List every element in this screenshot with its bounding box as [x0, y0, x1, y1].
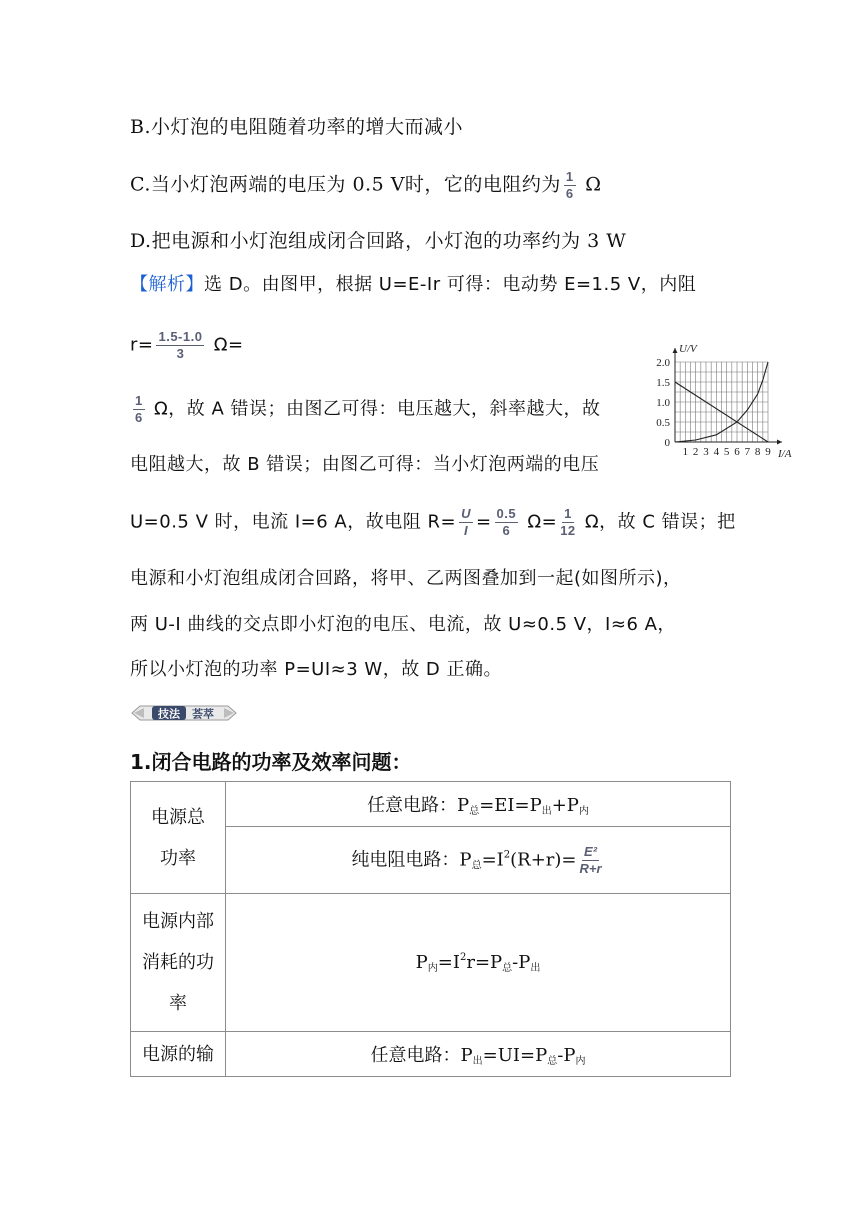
x-tick-label: 9: [765, 446, 771, 458]
cell-output-power: 任意电路：$P_出=UI=P_总-P_内$: [226, 1032, 731, 1077]
option-c: [130, 170, 601, 201]
x-tick-label: 7: [744, 446, 751, 458]
x-tick-label: 4: [713, 446, 720, 458]
y-tick-label: 0.5: [656, 417, 670, 429]
skills-badge: [130, 702, 238, 724]
chart-grid: [675, 362, 768, 442]
analysis-line-5: U=0.5 V 时，电流 I=6 A，故电阻 R= $\frac{U}{I}$ = $\frac{0.5}{6}$ Ω= $\frac{1}{12}$ Ω，故 C 错误；把: [130, 506, 736, 538]
x-axis-label: I/A: [778, 448, 792, 460]
section-heading: 1.闭合电路的功率及效率问题：: [130, 750, 412, 774]
analysis-line-3: $\frac{1}{6}$ Ω，故 A 错误；由图乙可得：电压越大，斜率越大，故: [135, 393, 601, 425]
option-c-text: C.当小灯泡两端的电压为 0.5 V时，它的电阻约为: [130, 173, 561, 196]
e-squared-fraction: $\frac{\text{E²}}{R+r}$: [579, 843, 602, 876]
row-head-internal-power: 电源内部 消耗的功 率: [131, 894, 226, 1032]
analysis-line-4: 电阻越大，故 B 错误；由图乙可得：当小灯泡两端的电压: [130, 454, 600, 475]
y-axis-arrow: [673, 348, 678, 353]
badge-label-part1: 技法: [158, 707, 180, 721]
table-row: [131, 1032, 731, 1077]
x-tick-label: 6: [734, 446, 740, 458]
x-tick-label: 1: [682, 446, 689, 458]
option-c-unit: Ω: [585, 173, 602, 196]
row-head-total-power: 电源总 功率: [131, 782, 226, 894]
row-head-output-power: 电源的输: [131, 1032, 226, 1077]
analysis-line-8: 所以小灯泡的功率 P=UI≈3 W，故 D 正确。: [130, 659, 502, 680]
y-tick-label: 2.0: [656, 357, 670, 369]
x-tick-label: 5: [723, 446, 730, 458]
badge-label-part2: 荟萃: [192, 707, 214, 721]
table-row: [131, 894, 731, 1032]
option-b: B.小灯泡的电阻随着功率的增大而减小: [130, 116, 464, 138]
analysis-line-6: 电源和小灯泡组成闭合回路，将甲、乙两图叠加到一起(如图所示)，: [130, 568, 682, 589]
y-tick-label: 1.5: [656, 377, 670, 389]
analysis-tag: 【解析】: [130, 274, 204, 295]
formula-table: [130, 781, 731, 1077]
x-tick-label: 3: [703, 446, 709, 458]
x-tick-label: 2: [692, 446, 699, 458]
y-tick-label: 1.0: [656, 397, 670, 409]
analysis-line-7: 两 U-I 曲线的交点即小灯泡的电压、电流，故 U≈0.5 V，I≈6 A，: [130, 614, 676, 635]
analysis-line-2: r= $\frac{1.5-1.0}{3}$ Ω=: [130, 329, 244, 361]
one-twelfth-fraction: $\frac{1}{12}$: [560, 506, 576, 538]
y-tick-label: 0: [664, 437, 670, 449]
table-row: [131, 782, 731, 827]
option-c-fraction: $\frac{1}{6}$: [565, 169, 574, 201]
cell-total-power-resistive: 纯电阻电路：$P_总=I^2(R+r)=$ $\frac{\text{E²}}{R+r}$: [226, 827, 731, 894]
half-over-six-fraction: $\frac{0.5}{6}$: [496, 506, 517, 538]
x-tick-label: 8: [754, 446, 761, 458]
cell-total-power-any: 任意电路：$P_总=EI=P_出+P_内$: [226, 782, 731, 827]
chart-axes: [673, 348, 783, 445]
u-i-chart: [648, 340, 792, 465]
x-axis-arrow: [777, 440, 782, 445]
cell-internal-power: $P_内=I^2r=P_总-P_出$: [226, 894, 731, 1032]
analysis-line-1: 【解析】选 D。由图甲，根据 U=E-Ir 可得：电动势 E=1.5 V，内阻: [130, 274, 697, 295]
r-value-fraction: $\frac{1}{6}$: [135, 393, 143, 425]
y-axis-label: U/V: [679, 343, 697, 355]
option-d: D.把电源和小灯泡组成闭合回路，小灯泡的功率约为 3 W: [130, 230, 627, 252]
u-over-i-fraction: $\frac{U}{I}$: [461, 506, 471, 538]
r-fraction: $\frac{1.5-1.0}{3}$: [158, 329, 203, 361]
